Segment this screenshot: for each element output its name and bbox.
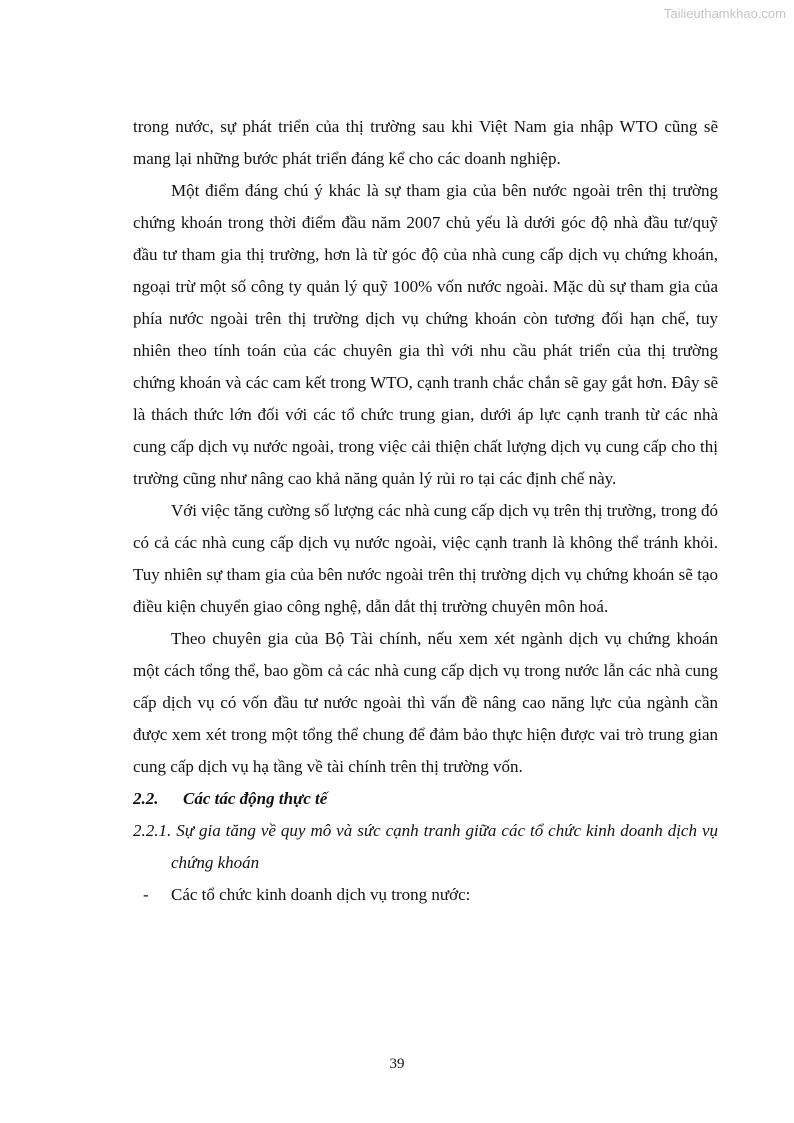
paragraph-foreign-participation: Một điểm đáng chú ý khác là sự tham gia của bên nước ngoài trên thị trường chứng khoán trong thời điểm đầu năm 2007 chủ yếu là dưới góc độ nhà đầu tư/quỹ đầu tư tham gia thị trường, hơn là từ góc độ của nhà cung cấp dịch vụ chứng khoán, ngoại trừ một số công ty quản lý quỹ 100% vốn nước ngoài. Mặc dù sự tham gia của phía nước ngoài trên thị trường dịch vụ chứng khoán còn tương đối hạn chế, tuy nhiên theo tính toán của các chuyên gia thì với nhu cầu phát triển của thị trường chứng khoán và các cam kết trong WTO, cạnh tranh chắc chắn sẽ gay gắt hơn. Đây sẽ là thách thức lớn đối với các tổ chức trung gian, dưới áp lực cạnh tranh từ các nhà cung cấp dịch vụ nước ngoài, trong việc cải thiện chất lượng dịch vụ cung cấp cho thị trường cũng như nâng cao khả năng quản lý rủi ro tại các định chế này. [133,181,718,488]
bullet-text: Các tổ chức kinh doanh dịch vụ trong nước: [171,885,471,904]
page-number: 39 [389,1056,405,1072]
watermark: Tailieuthamkhao.com [663,6,786,21]
section-number: 2.2. [133,789,159,808]
subsection-heading: 2.2.1. Sự gia tăng về quy mô và sức cạnh tranh giữa các tổ chức kinh doanh dịch vụ chứng khoán [133,821,718,872]
section-title: Các tác động thực tế [183,789,328,808]
paragraph-continuation: trong nước, sự phát triển của thị trường sau khi Việt Nam gia nhập WTO cũng sẽ mang lại những bước phát triển đáng kể cho các doanh nghiệp. [133,117,718,168]
document-body [133,111,718,911]
bullet-marker: - [143,885,149,904]
bullet-item [133,879,718,911]
section-heading [133,783,718,815]
paragraph-ministry-expert: Theo chuyên gia của Bộ Tài chính, nếu xem xét ngành dịch vụ chứng khoán một cách tổng thể, bao gồm cả các nhà cung cấp dịch vụ trong nước lẫn các nhà cung cấp dịch vụ có vốn đầu tư nước ngoài thì vấn đề nâng cao năng lực của ngành cần được xem xét trong một tổng thể chung để đảm bảo thực hiện được vai trò trung gian cung cấp dịch vụ hạ tầng về tài chính trên thị trường vốn. [133,629,718,776]
paragraph-competition: Với việc tăng cường số lượng các nhà cung cấp dịch vụ trên thị trường, trong đó có cả các nhà cung cấp dịch vụ nước ngoài, việc cạnh tranh là không thể tránh khỏi. Tuy nhiên sự tham gia của bên nước ngoài trên thị trường dịch vụ chứng khoán sẽ tạo điều kiện chuyển giao công nghệ, dẫn dắt thị trường chuyên môn hoá. [133,501,718,616]
